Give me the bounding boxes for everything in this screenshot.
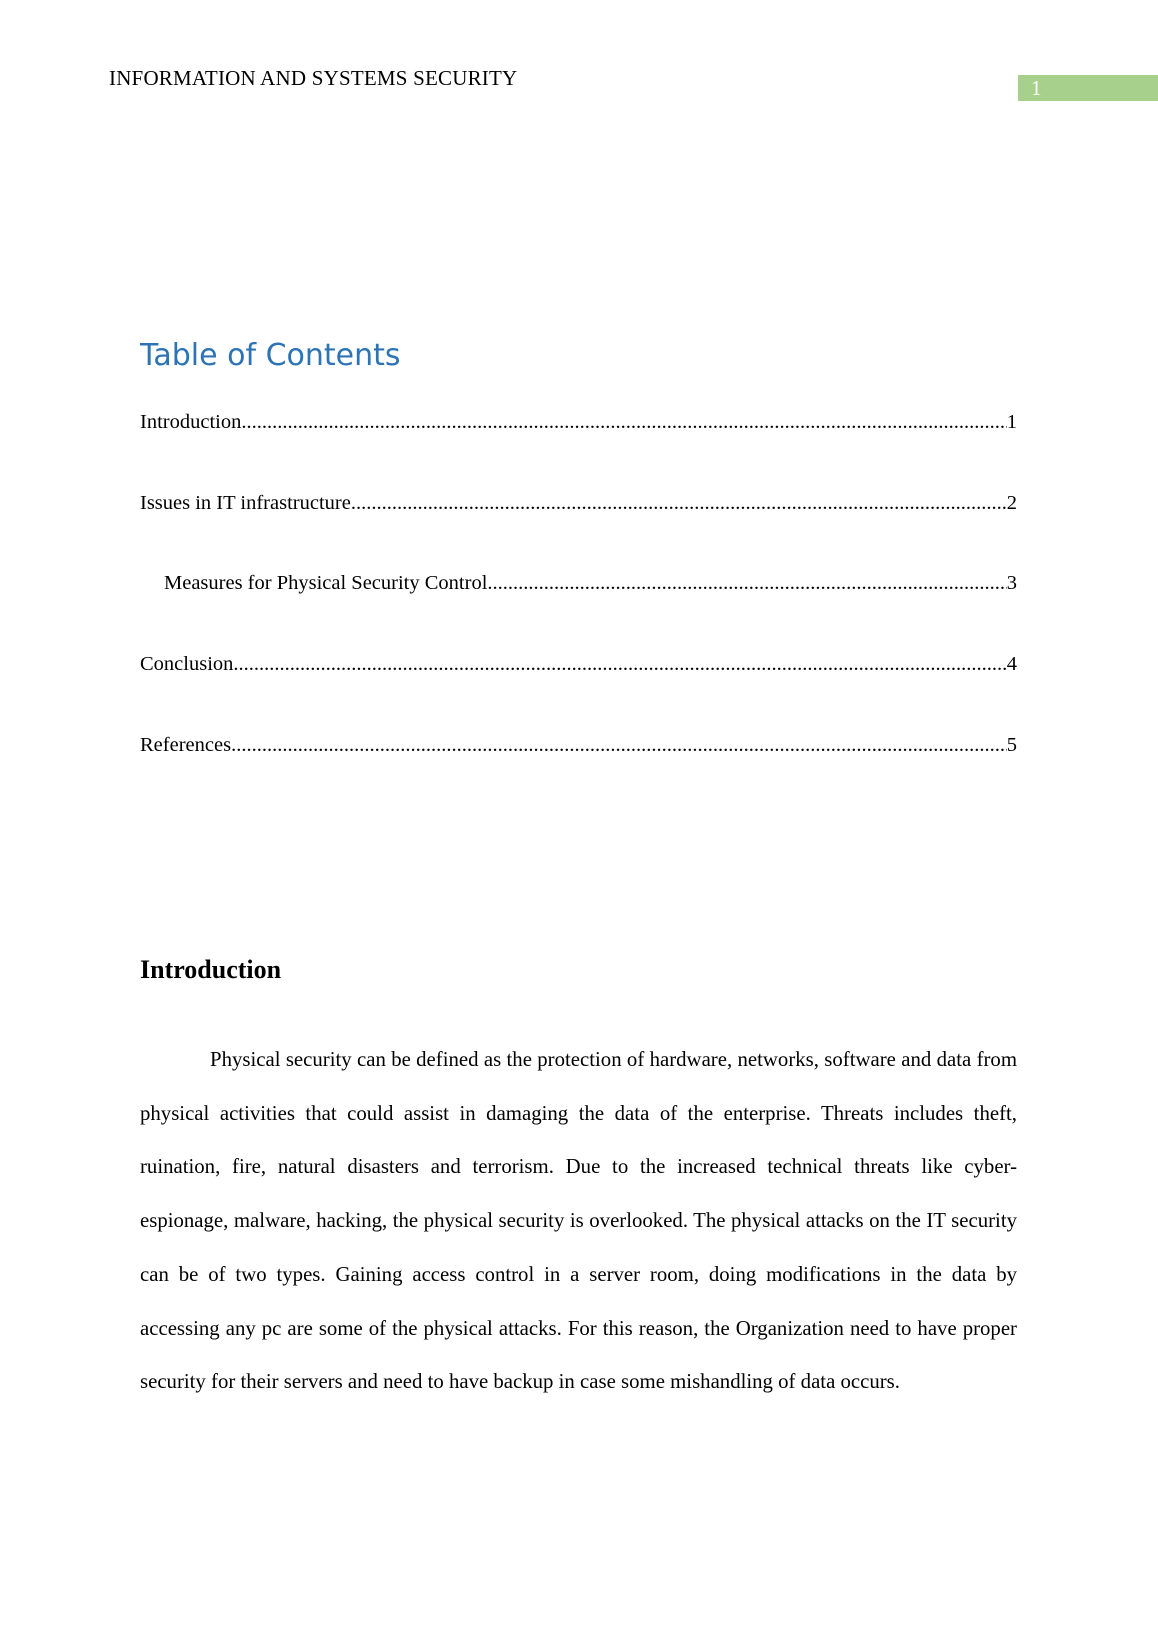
toc-entry-page: 5 <box>1006 734 1017 756</box>
toc-entry-page: 4 <box>1006 653 1017 675</box>
section-heading-introduction: Introduction <box>140 955 282 984</box>
toc-entry-page: 3 <box>1006 572 1017 594</box>
running-header: INFORMATION AND SYSTEMS SECURITY <box>109 66 518 90</box>
toc-entry-issues[interactable] <box>140 492 1017 515</box>
toc-leader-dots <box>231 734 1007 757</box>
toc-entry-conclusion[interactable] <box>140 653 1017 676</box>
toc-entry-label: Measures for Physical Security Control <box>164 572 488 594</box>
toc-entry-label: Introduction <box>140 411 242 433</box>
toc-entry-measures[interactable] <box>164 572 1017 595</box>
toc-title: Table of Contents <box>140 338 401 373</box>
toc-leader-dots <box>241 411 1006 434</box>
toc-leader-dots <box>351 492 1007 515</box>
toc-entry-label: References <box>140 734 232 756</box>
page-number: 1 <box>1018 75 1158 101</box>
toc-entry-page: 1 <box>1006 411 1017 433</box>
toc-leader-dots <box>233 653 1006 676</box>
toc-entry-page: 2 <box>1006 492 1017 514</box>
toc-entry-label: Issues in IT infrastructure <box>140 492 351 514</box>
introduction-paragraph: Physical security can be defined as the protection of hardware, networks, software and data from physical activities that could assist in damaging the data of the enterprise. Threats includes theft, ruination, fire, natural disasters and terrorism. Due to the increased technical threats like cyber-espionage, malware, hacking, the physical security is overlooked. The physical attacks on the IT security can be of two types. Gaining access control in a server room, doing modifications in the data by accessing any pc are some of the physical attacks. For this reason, the Organization need to have proper security for their servers and need to have backup in case some mishandling of data occurs. <box>140 1048 1017 1394</box>
toc-leader-dots <box>487 572 1006 595</box>
toc-entry-references[interactable] <box>140 734 1017 757</box>
toc-entry-label: Conclusion <box>140 653 234 675</box>
toc-entry-introduction[interactable] <box>140 411 1017 434</box>
